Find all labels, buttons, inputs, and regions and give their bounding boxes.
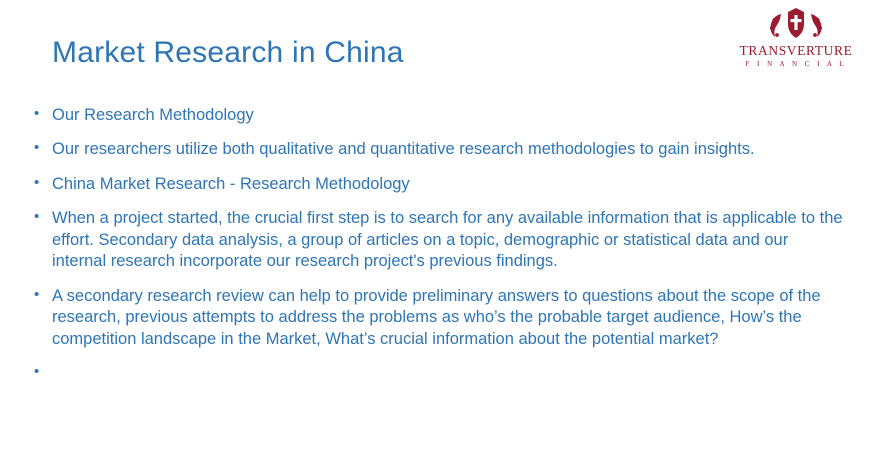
list-item [30,363,845,379]
heraldic-crest-icon [763,6,829,42]
list-item [30,208,845,272]
logo-company-subtitle: F I N A N C I A L [745,59,847,68]
list-item [30,105,845,126]
page-title: Market Research in China [52,36,404,69]
company-logo [731,6,861,68]
bullet-text: • China Market Research - Research Methodology [52,174,410,193]
list-item [30,286,845,350]
bullet-text: • Our researchers utilize both qualitative and quantitative research methodologies to gain insights. [52,140,755,159]
list-item [30,139,845,160]
bullet-text: • When a project started, the crucial first step is to search for any available information that is applicable to the effort. Secondary data analysis, a group of articles on a topic, demographic or statistical data and our internal research incorporate our research project's previous findings. [52,209,843,271]
bullet-list [30,105,845,379]
logo-company-name: TRANSVERTURE [739,43,853,58]
bullet-text: • Our Research Methodology [52,106,254,124]
bullet-text: • A secondary research review can help to provide preliminary answers to questions about the scope of the research, previous attempts to address the problems as who’s the probable target audience, How’s the competition landscape in the Market, What’s crucial information about the potential market? [52,286,821,348]
list-item [30,174,845,195]
